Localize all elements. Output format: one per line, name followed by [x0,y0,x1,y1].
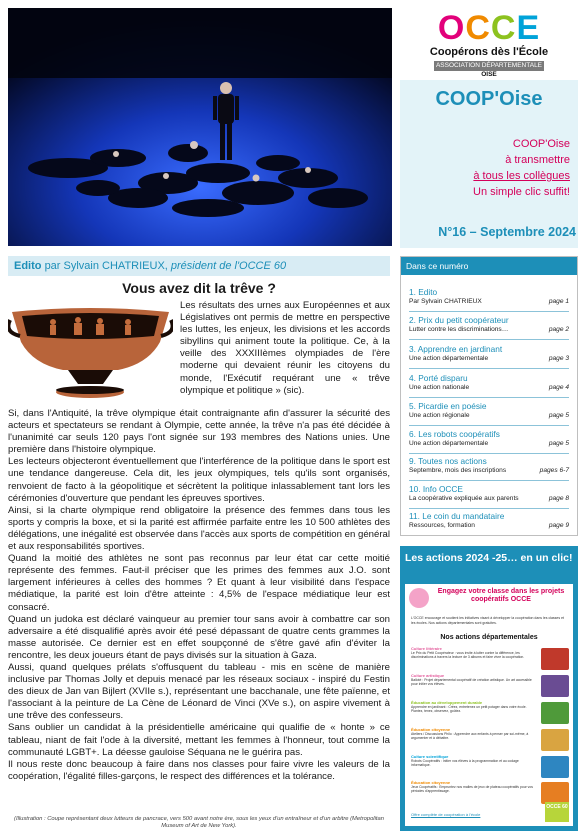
toc-divider [409,425,569,426]
toc-item-subtitle: Lutter contre les discriminations… [409,326,509,333]
toc-item[interactable] [409,315,569,334]
body-paragraph: Quand un judoka est déclaré vainqueur au premier tour sans avoir à combattre car son adversaire a été disqualifié après avoir été pesé dépassant de quatre cents grammes la masse autorisée. Ce dernier est en effet soupçonné de s'être gavé afin d'éviter la rencontre, les deux joueurs étant de pays divisés sur la situation à Gaza. [8,613,390,661]
body-paragraph: Ainsi, si la charte olympique rend obligatoire la présence des femmes dans tous les sports y compris la boxe, et si la parité est affirmée parfaite entre les 10 500 athlètes des délégations, une inégalité est observée dans l'accès aux sports de compétition en général et aux responsabilités sportives. [8,504,390,553]
toc-item-subtitle: La coopérative expliquée aux parents [409,495,519,502]
toc-header: Dans ce numéro [401,257,577,275]
toc-item-page: page 5 [548,440,569,447]
flyer-block-category: Culture artistique [411,673,445,678]
toc-item-subtitle: Une action départementale [409,355,489,362]
toc-item-page: pages 6-7 [539,467,569,474]
body-paragraph: Quand la moitié des athlètes ne sont pas reconnus par leur état car cette moitié représente des femmes. Faut-il préciser que les primes des femmes aux J.O. sont largement inférieures à celles des hommes ? Et quant à leur visibilité dans l'espace médiatique, la parité est loin d'être atteinte : 4,5% de l'espace médiatique leur est consacré. [8,553,390,613]
flyer-block-image [541,648,569,670]
flyer-block-category: Éducation citoyenne [411,727,451,732]
flyer-block [411,673,537,687]
table-of-contents [400,256,578,536]
toc-item-page: page 2 [548,326,569,333]
flyer-block-category: Culture scientifique [411,754,449,759]
tagline-link[interactable]: à tous les collègues [473,170,570,182]
toc-item-page: page 1 [548,298,569,305]
toc-item-title: 5. Picardie en poésie [409,401,487,411]
flyer-block-text: Robots Coopératifs : Initier vos élèves à la programmation et au codage informatique. [411,759,519,768]
flyer-block [411,646,537,660]
toc-item-title: 3. Apprendre en jardinant [409,344,503,354]
toc-item-subtitle: Une action nationale [409,384,470,391]
toc-divider [409,508,569,509]
toc-divider [409,480,569,481]
tagline-line: à transmettre [505,154,570,166]
edito-bar [8,256,390,276]
flyer-block-category: Éducation au développement durable [411,700,483,705]
tagline-line: Un simple clic suffit! [473,186,570,198]
toc-item-page: page 9 [548,522,569,529]
flyer-block [411,780,537,794]
flyer-block-category: Éducation citoyenne [411,780,451,785]
newsletter-title: COOP'Oise [435,88,543,110]
flyer-header [405,584,573,614]
flyer-block [411,727,537,741]
flyer-block-image [541,729,569,751]
flyer-block [411,754,537,768]
toc-item[interactable] [409,429,569,448]
flyer-block-image [541,782,569,804]
toc-divider [409,397,569,398]
newsletter-panel [400,80,578,248]
edito-label: Edito [14,260,42,272]
actions-title[interactable]: Les actions 2024 -25… en un clic! [405,552,573,564]
toc-item[interactable] [409,373,569,392]
toc-item-title: 11. Le coin du mandataire [409,511,505,521]
flyer-block-text: Le Prix du Petit Coopérateur : vous invite à lutter contre la différence, les discriminations à travers la lecture de 3 albums et faire vivre la coopération. [411,651,525,660]
toc-item[interactable] [409,511,569,530]
greek-cup-illustration [8,302,173,404]
toc-item-subtitle: Par Sylvain CHATRIEUX [409,298,482,305]
hero-photo [8,8,392,246]
flyer-block-text: Apprendre en jardinant : Créez, entretenez un petit potager dans votre école. Plantez, tenez, observez, goûtez. [411,705,527,714]
flyer-block-image [541,702,569,724]
newsletter-tagline [473,136,570,200]
flyer-footer-link[interactable]: Offre complète de coopération à l'école [411,812,481,817]
tagline-line: COOP'Oise [512,138,570,150]
toc-item-title: 10. Info OCCE [409,484,463,494]
toc-item-title: 9. Toutes nos actions [409,456,487,466]
flyer-intro: L'OCCE encourage et soutient les initiatives visant à développer la coopération dans les classes et les écoles. Nos actions départementales sont gratuites. [411,616,565,625]
toc-item-subtitle: Une action départementale [409,440,489,447]
toc-divider [409,453,569,454]
flyer-block-image [541,675,569,697]
toc-item[interactable] [409,344,569,363]
toc-item-page: page 3 [548,355,569,362]
toc-item-title: 2. Prix du petit coopérateur [409,315,509,325]
body-paragraph: Si, dans l'Antiquité, la trêve olympique était contraignante afin d'assurer la sécurité des acteurs et spectateurs se rendant à Olympie, cette année, la trêve n'a pas été décidée à l'unanimité car seuls 120 pays l'ont signée sur 193 membres des Nations unies. Une première dans l'histoire olympique. [8,408,390,456]
actions-panel [400,546,578,831]
toc-item-page: page 4 [548,384,569,391]
toc-item[interactable] [409,401,569,420]
article-intro [180,300,390,397]
toc-item-subtitle: Une action régionale [409,412,470,419]
flyer-occe-60-logo: OCCE 60 [545,802,569,822]
flyer-title: Engagez votre classe dans les projets coopératifs OCCE [437,588,565,603]
toc-item-title: 4. Porté disparu [409,373,468,383]
logo-department: OISE [481,71,497,78]
toc-divider [409,311,569,312]
toc-item-page: page 8 [548,495,569,502]
toc-item-page: page 5 [548,412,569,419]
body-paragraph: Les lecteurs objecteront éventuellement que l'interférence de la politique dans le sport est une tendance dangereuse. Cela dit, les jeux olympiques, tels qu'ils sont organisés, renvoient de facto à la géopolitique et sécrètent la politique inlassablement tant lors les cérémonies d'ouverture que pendant les épreuves sportives. [8,456,390,504]
flyer-section-title: Nos actions départementales [440,634,538,641]
toc-item-title: 6. Les robots coopératifs [409,429,500,439]
actions-flyer-thumbnail[interactable] [405,584,573,826]
flyer-block-category: Culture littéraire [411,646,442,651]
toc-item[interactable] [409,287,569,306]
toc-item-subtitle: Septembre, mois des inscriptions [409,467,507,474]
flyer-block-text: Jeux Coopératifs : Empruntez nos malles de jeux de plateau coopératifs pour vos périodes d'apprentissage. [411,785,533,794]
flyer-block-image [541,756,569,778]
illustration-caption: (Illustration : Coupe représentant deux lutteurs de pancrace, vers 500 avant notre ère, sous les yeux d'un entraîneur et d'un arbitre (Metropolitan Museum of Art de New York). [14,816,384,829]
flyer-logo-icon [409,588,429,608]
toc-divider [409,368,569,369]
toc-divider [409,339,569,340]
body-paragraph: Sans oublier un candidat à la présidentielle américaine qui qualifie de « honte » ce tableau, niant de fait l'ode à la diversité, mettant les femmes à l'honneur, tout comme la communauté LGBT+. La déesse gauloise Séquana ne le guérira pas. [8,722,390,758]
toc-item-title: 1. Edito [409,287,438,297]
logo-tagline: Coopérons dès l'École [429,46,549,58]
toc-item-subtitle: Ressources, formation [409,522,475,529]
logo-wordmark: OCCE [437,9,541,47]
edito-author: par Sylvain CHATRIEUX, [44,260,168,272]
body-paragraph: Aussi, quand quelques prélats s'offusquent du tableau - mis en scène de manière inclusive par Thomas Jolly et depuis menacé par les réseaux sociaux - inspiré du Festin des dieux de Jan van Bijlert (XVIIe s.), représentant une bacchanale, une fête païenne, et l'associant à la peinture de La Cène de Léonard de Vinci (XVe s.), on aspire vivement à une trêve des confesseurs. [8,661,390,722]
article-body [8,408,390,783]
article-headline: Vous avez dit la trêve ? [122,280,276,296]
body-paragraph: Il nous reste donc beaucoup à faire dans nos classes pour faire vivre les valeurs de la coopération, l'égalité filles-garçons, le respect des différences et la tolérance. [8,758,390,782]
issue-number: N°16 – Septembre 2024 [438,225,576,239]
flyer-block [411,700,537,714]
flyer-block-text: Balloté : Projet départemental coopératif de création artistique. Un art accessible pour initier vos élèves. [411,678,532,687]
logo-association: ASSOCIATION DÉPARTEMENTALE [435,62,543,69]
occe-logo [400,8,578,80]
edito-role: président de l'OCCE 60 [170,260,287,272]
toc-item[interactable] [409,456,569,475]
intro-paragraph: Les résultats des urnes aux Européennes et aux Législatives ont permis de mettre en perspective les luttes, les enjeux, les divisions et les accords sibyllins qui animent toute la politique. Ce, à la veille des XXXIIIèmes olympiades de l'ère moderne qui devaient réunir les citoyens du monde, l'Exécutif requérant une « trêve olympique et politique » (sic). [180,300,390,396]
flyer-block-text: Ateliers / Discussions Philo : Apprendre aux enfants à penser par soi-même, à argumenter et à débattre. [411,732,529,741]
toc-item[interactable] [409,484,569,503]
